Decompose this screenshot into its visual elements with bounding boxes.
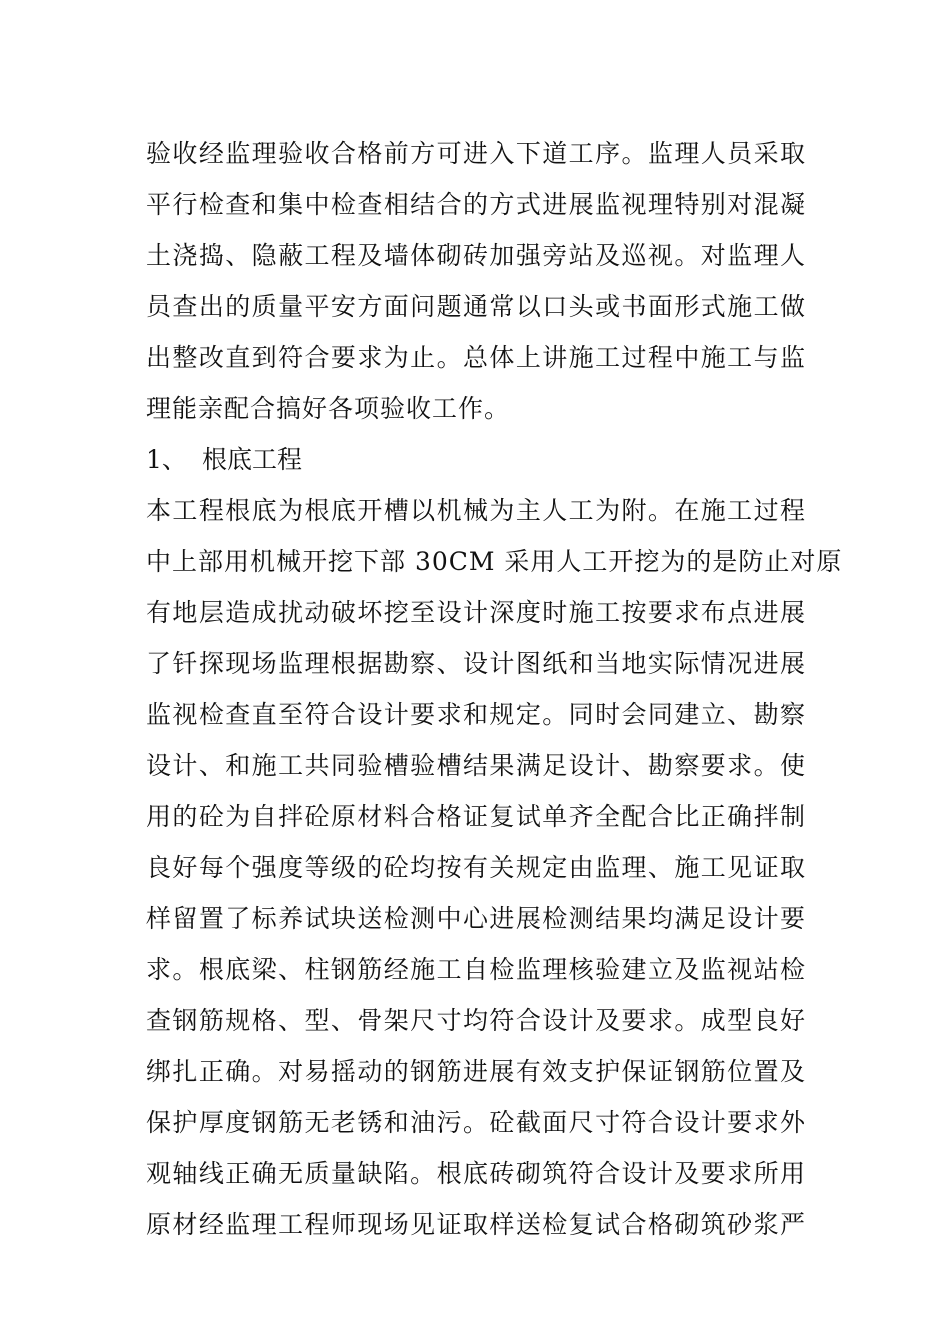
section-title: 根底工程 bbox=[202, 445, 303, 474]
text-line: 出整改直到符合要求为止。总体上讲施工过程中施工与监 bbox=[146, 343, 806, 372]
text-line: 良好每个强度等级的砼均按有关规定由监理、施工见证取 bbox=[146, 853, 806, 882]
text-line: 验收经监理验收合格前方可进入下道工序。监理人员采取 bbox=[146, 139, 806, 168]
text-line: 员查出的质量平安方面问题通常以口头或书面形式施工做 bbox=[146, 292, 806, 321]
text-line: 理能亲配合搞好各项验收工作。 bbox=[146, 394, 511, 423]
text-line: 中上部用机械开挖下部 30CM 采用人工开挖为的是防止对原 bbox=[146, 547, 843, 576]
text-line: 保护厚度钢筋无老锈和油污。砼截面尺寸符合设计要求外 bbox=[146, 1108, 806, 1137]
text-line: 设计、和施工共同验槽验槽结果满足设计、勘察要求。使 bbox=[146, 751, 806, 780]
text-line: 查钢筋规格、型、骨架尺寸均符合设计及要求。成型良好 bbox=[146, 1006, 806, 1035]
text-line: 用的砼为自拌砼原材料合格证复试单齐全配合比正确拌制 bbox=[146, 802, 806, 831]
paragraph-supervision bbox=[146, 128, 806, 434]
text-line: 样留置了标养试块送检测中心进展检测结果均满足设计要 bbox=[146, 904, 806, 933]
text-line: 本工程根底为根底开槽以机械为主人工为附。在施工过程 bbox=[146, 496, 806, 525]
text-line: 平行检查和集中检查相结合的方式进展监视理特别对混凝 bbox=[146, 190, 806, 219]
text-line: 绑扎正确。对易摇动的钢筋进展有效支护保证钢筋位置及 bbox=[146, 1057, 806, 1086]
paragraph-foundation bbox=[146, 485, 843, 1250]
text-line: 了钎探现场监理根据勘察、设计图纸和当地实际情况进展 bbox=[146, 649, 806, 678]
text-line: 原材经监理工程师现场见证取样送检复试合格砌筑砂浆严 bbox=[146, 1210, 806, 1239]
text-line: 求。根底梁、柱钢筋经施工自检监理核验建立及监视站检 bbox=[146, 955, 806, 984]
text-line: 土浇捣、隐蔽工程及墙体砌砖加强旁站及巡视。对监理人 bbox=[146, 241, 806, 270]
section-heading bbox=[146, 434, 806, 485]
text-line: 观轴线正确无质量缺陷。根底砖砌筑符合设计及要求所用 bbox=[146, 1159, 806, 1188]
text-line: 有地层造成扰动破坏挖至设计深度时施工按要求布点进展 bbox=[146, 598, 806, 627]
text-line: 监视检查直至符合设计要求和规定。同时会同建立、勘察 bbox=[146, 700, 806, 729]
section-number: 1、 bbox=[146, 445, 187, 474]
document-body bbox=[146, 128, 843, 1250]
